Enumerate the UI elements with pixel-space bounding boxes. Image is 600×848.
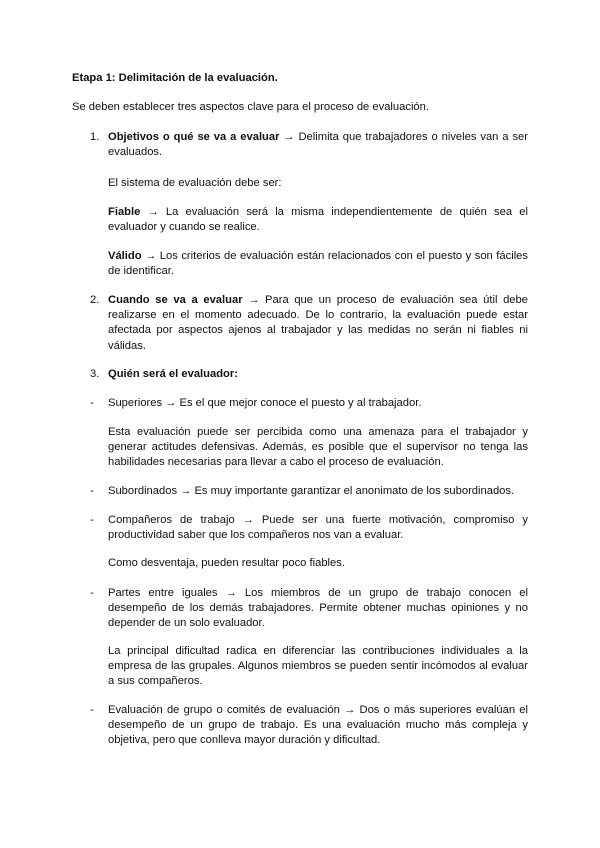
intro-paragraph: Se deben establecer tres aspectos clave para el proceso de evaluación. [72,101,429,113]
sub-paragraph-fiable [108,205,528,235]
item-bold-label: Quién será el evaluador: [108,368,238,380]
item-bold-label: Objetivos o qué se va a evaluar [108,131,280,143]
bullet-marker: - [90,397,94,409]
valido-label: Válido [108,250,142,262]
bullet-marker: - [90,514,94,526]
bullet-evaluacion-grupo: Evaluación de grupo o comités de evaluación → Dos o más superiores evalúan el desempeño de un grupo de trabajo. Es una evaluación mucho más compleja y objetiva, pero que conlleva mayor duración y dificultad. [108,704,528,747]
bullet-marker: - [90,587,94,599]
item-text: → Delimita que trabajadores o niveles van a ser evaluados. [108,131,528,159]
bullet-subordinados: Subordinados → Es muy importante garantizar el anonimato de los subordinados. [108,485,515,497]
list-item-cuando [108,293,528,354]
bullet-partes-iguales: Partes entre iguales → Los miembros de un grupo de trabajo conocen el desempeño de los demás trabajadores. Permite obtener muchas opiniones y no depender de un solo evaluador. [108,587,528,630]
list-item-objetivos [108,130,528,160]
section-heading: Etapa 1: Delimitación de la evaluación. [72,72,278,84]
fiable-text: → La evaluación será la misma independientemente de quién sea el evaluador y cuando se realice. [108,206,528,234]
list-marker-2: 2. [90,294,100,306]
list-item-quien [108,367,528,382]
bullet-superiores-detail: Esta evaluación puede ser percibida como una amenaza para el trabajador y generar actitudes defensivas. Además, es posible que el supervisor no tenga las habilidades necesarias para llevar a cabo el proceso de evaluación. [108,426,528,469]
list-marker-1: 1. [90,131,100,143]
fiable-label: Fiable [108,206,141,218]
bullet-companeros-detail: Como desventaja, pueden resultar poco fiables. [108,557,345,569]
bullet-partes-iguales-detail: La principal dificultad radica en diferenciar las contribuciones individuales a la empresa de las grupales. Algunos miembros se pueden sentir incómodos al evaluar a sus compañeros. [108,645,528,688]
bullet-superiores: Superiores → Es el que mejor conoce el puesto y al trabajador. [108,397,422,409]
bullet-marker: - [90,704,94,716]
item-bold-label: Cuando se va a evaluar [108,294,243,306]
sub-paragraph-valido [108,249,528,279]
item-text: → Para que un proceso de evaluación sea útil debe realizarse en el momento adecuado. De lo contrario, la evaluación puede estar afectada por aspectos ajenos al trabajador y las medidas no serán ni fiables ni válidas. [108,294,528,352]
list-marker-3: 3. [90,368,100,380]
sub-paragraph-sistema: El sistema de evaluación debe ser: [108,177,282,189]
bullet-marker: - [90,485,94,497]
valido-text: → Los criterios de evaluación están relacionados con el puesto y son fáciles de identificar. [108,250,528,278]
bullet-companeros: Compañeros de trabajo → Puede ser una fuerte motivación, compromiso y productividad saber que los compañeros nos van a evaluar. [108,514,528,542]
